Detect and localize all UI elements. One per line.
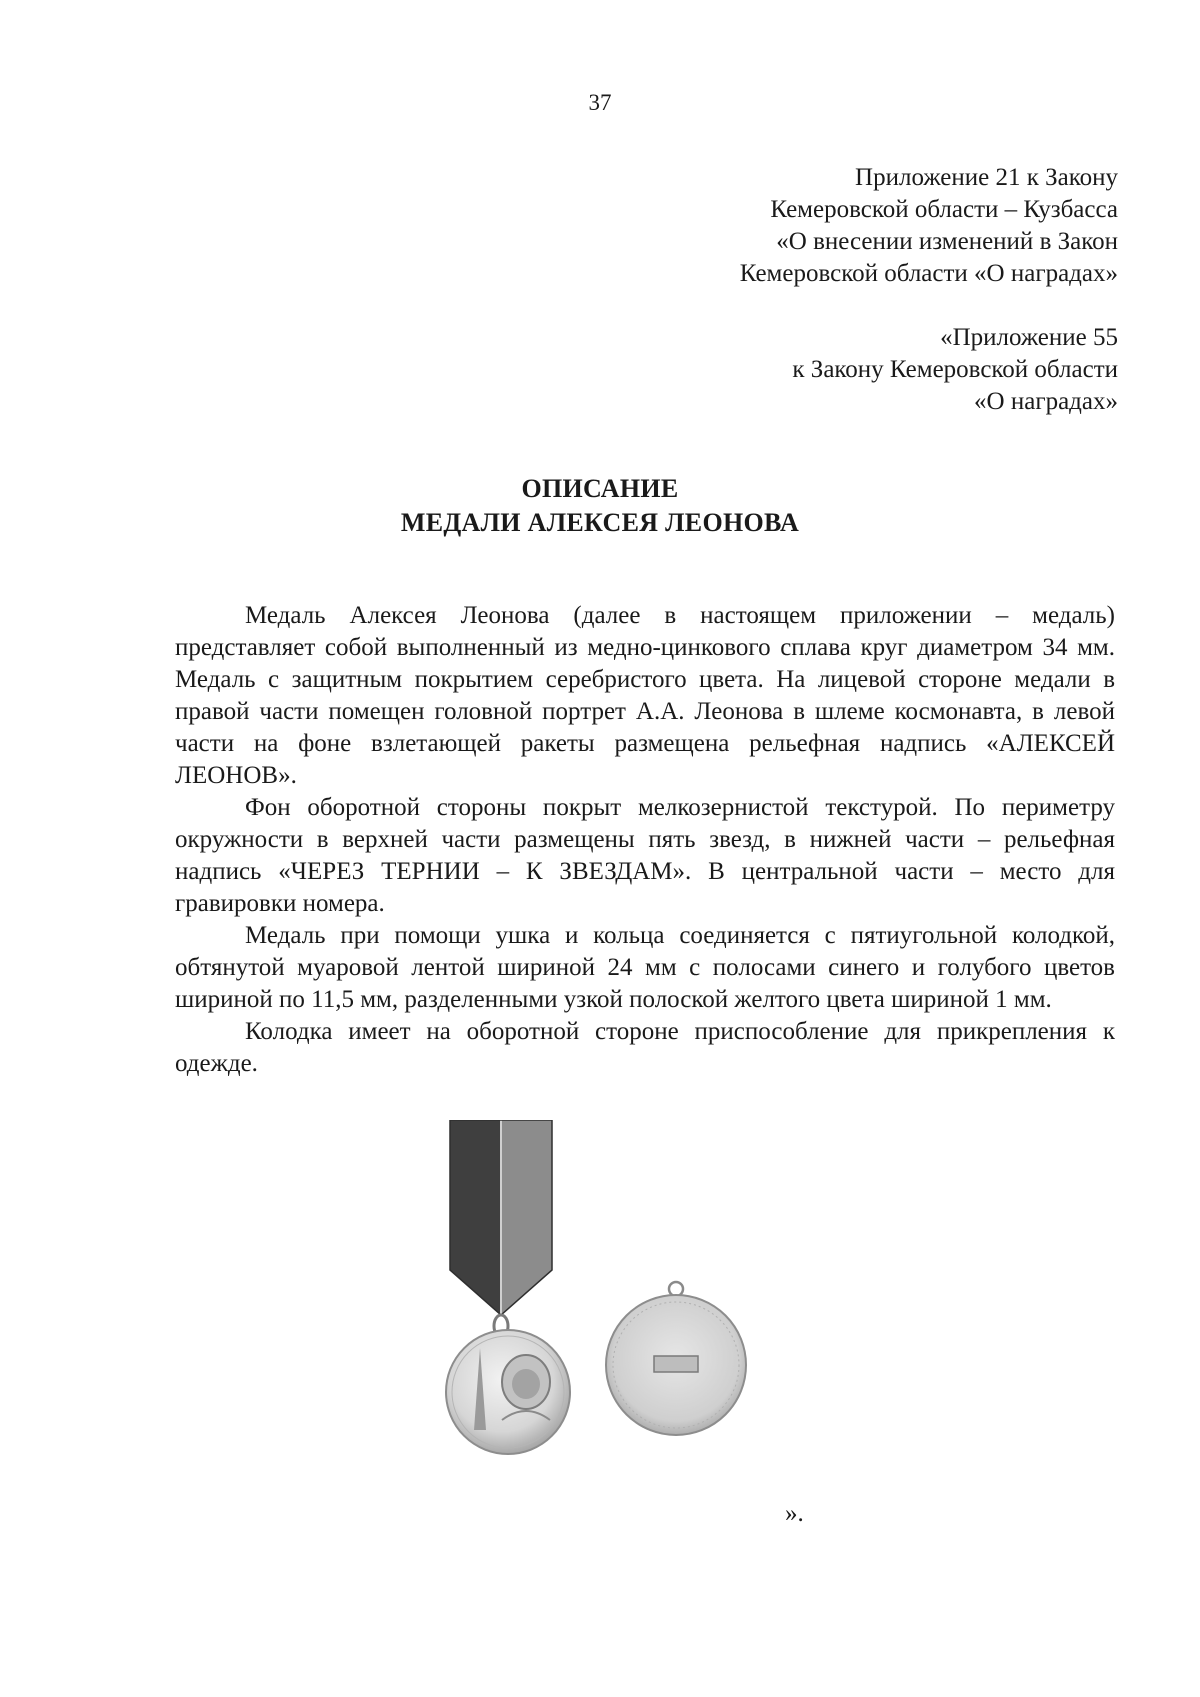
paragraph: Колодка имеет на оборотной стороне приспособление для прикрепления к одежде. bbox=[175, 1018, 1115, 1077]
page-number: 37 bbox=[588, 90, 612, 115]
annex-21-header bbox=[740, 162, 1118, 290]
medal-reverse bbox=[606, 1282, 746, 1435]
medal-photo-icon bbox=[440, 1120, 860, 1540]
ribbon-block bbox=[450, 1120, 552, 1315]
paragraph: Фон оборотной стороны покрыт мелкозернистой текстурой. По периметру окружности в верхней части размещены пять звезд, в нижней части – рельефная надпись «ЧЕРЕЗ ТЕРНИИ – К ЗВЕЗДАМ». В центральной части – место для гравировки номера. bbox=[175, 794, 1115, 917]
annex-21-line: Приложение 21 к Закону bbox=[855, 164, 1118, 191]
description-body bbox=[175, 600, 1115, 1080]
annex-21-line: «О внесении изменений в Закон bbox=[776, 228, 1118, 255]
annex-21-line: Кемеровской области – Кузбасса bbox=[770, 196, 1118, 223]
annex-21-line: Кемеровской области «О наградах» bbox=[739, 260, 1118, 287]
annex-55-line: к Закону Кемеровской области bbox=[792, 356, 1118, 383]
medal-obverse bbox=[446, 1330, 570, 1454]
paragraph: Медаль при помощи ушка и кольца соединяется с пятиугольной колодкой, обтянутой муаровой лентой шириной 24 мм с полосами синего и голубого цветов шириной по 11,5 мм, разделенными узкой полоской желтого цвета шириной 1 мм. bbox=[175, 922, 1115, 1013]
annex-55-line: «О наградах» bbox=[974, 388, 1118, 415]
medal-illustration bbox=[440, 1120, 860, 1540]
annex-55-header bbox=[792, 322, 1118, 418]
closing-quote: ». bbox=[785, 1500, 804, 1527]
title-line: ОПИСАНИЕ bbox=[521, 474, 679, 503]
paragraph: Медаль Алексея Леонова (далее в настоящем приложении – медаль) представляет собой выполненный из медно-цинкового сплава круг диаметром 34 мм. Медаль с защитным покрытием серебристого цвета. На лицевой стороне медали в правой части помещен головной портрет А.А. Леонова в шлеме космонавта, в левой части на фоне взлетающей ракеты размещена рельефная надпись «АЛЕКСЕЙ ЛЕОНОВ». bbox=[175, 602, 1115, 789]
title-line: МЕДАЛИ АЛЕКСЕЯ ЛЕОНОВА bbox=[400, 508, 800, 537]
document-title bbox=[0, 472, 1200, 540]
annex-55-line: «Приложение 55 bbox=[940, 324, 1118, 351]
